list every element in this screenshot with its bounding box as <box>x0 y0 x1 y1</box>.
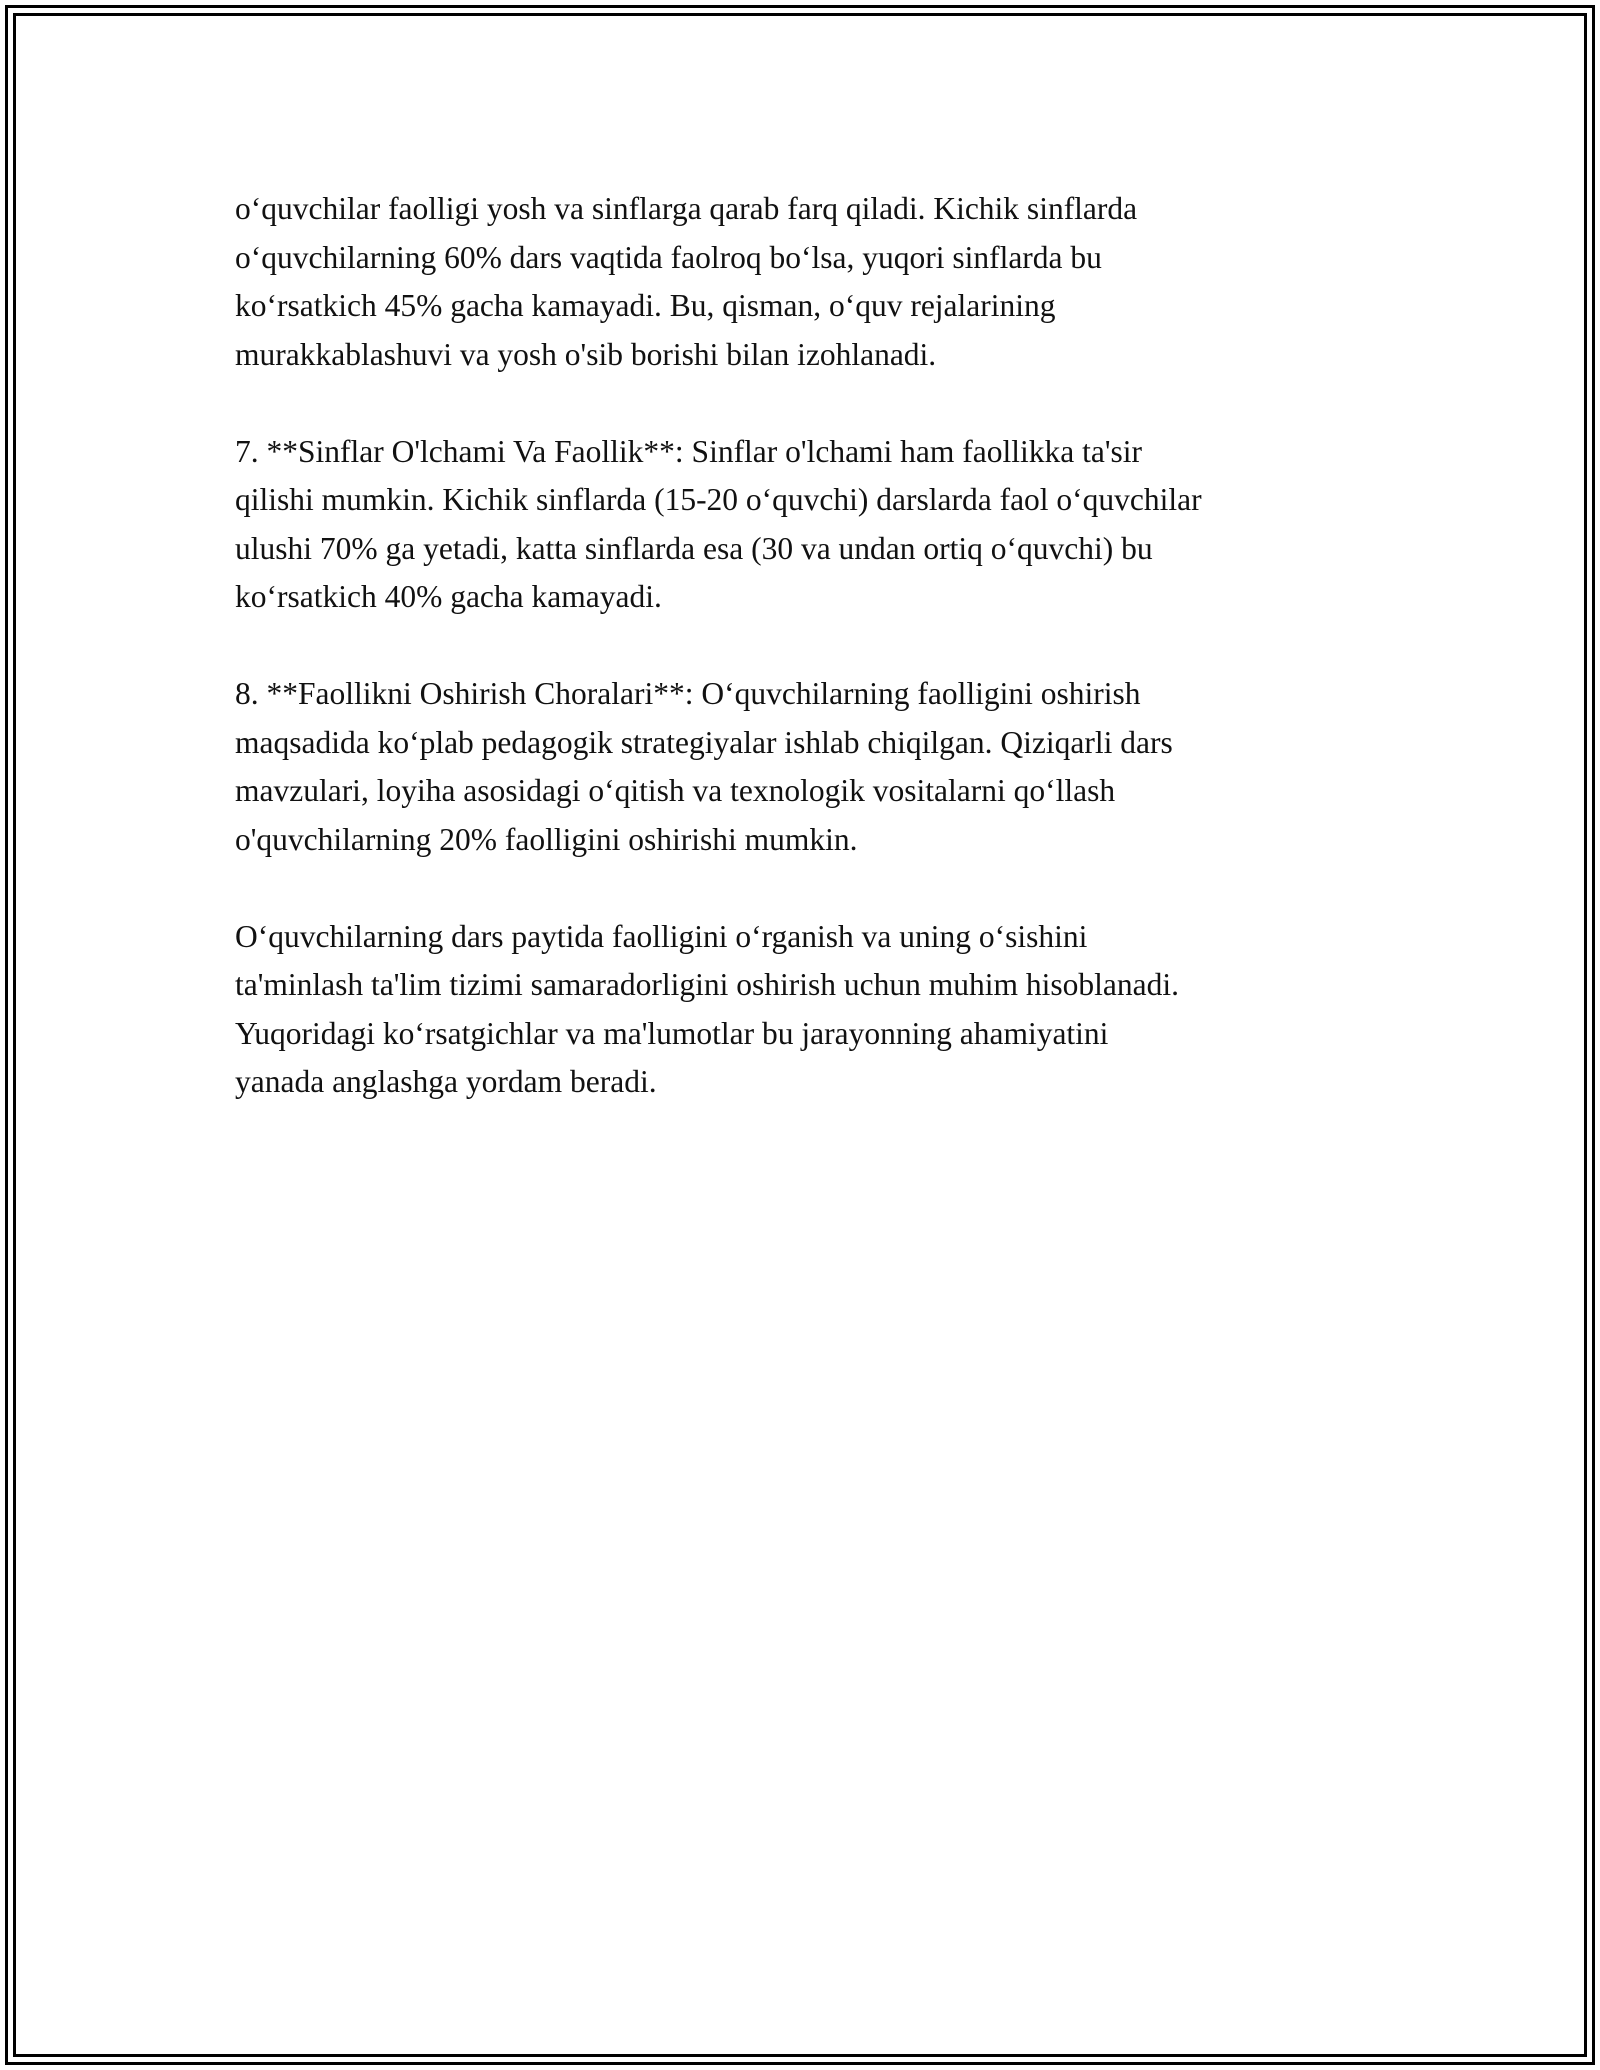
text-line: 8. **Faollikni Oshirish Choralari**: O‘quvchilarning faolligini oshirish <box>235 676 1141 711</box>
text-line: Yuqoridagi ko‘rsatgichlar va ma'lumotlar bu jarayonning ahamiyatini <box>235 1015 1109 1051</box>
paragraph-activity-by-grade <box>235 185 1405 379</box>
text-line: 7. **Sinflar O'lchami Va Faollik**: Sinflar o'lchami ham faollikka ta'sir <box>235 433 1143 469</box>
paragraph-conclusion <box>235 913 1405 1107</box>
text-line: maqsadida ko‘plab pedagogik strategiyalar ishlab chiqilgan. Qiziqarli dars <box>235 724 1173 760</box>
document-body <box>235 185 1405 1107</box>
text-line: o‘quvchilarning 60% dars vaqtida faolroq bo‘lsa, yuqori sinflarda bu <box>235 239 1102 275</box>
text-line: mavzulari, loyiha asosidagi o‘qitish va texnologik vositalarni qo‘llash <box>235 773 1116 808</box>
text-line: o‘quvchilar faolligi yosh va sinflarga qarab farq qiladi. Kichik sinflarda <box>235 191 1138 226</box>
text-line: murakkablashuvi va yosh o'sib borishi bilan izohlanadi. <box>235 336 937 372</box>
text-line: ko‘rsatkich 45% gacha kamayadi. Bu, qisman, o‘quv rejalarining <box>235 288 1056 323</box>
paragraph-class-size <box>235 428 1405 622</box>
text-line: yanada anglashga yordam beradi. <box>235 1064 657 1099</box>
text-line: ko‘rsatkich 40% gacha kamayadi. <box>235 579 662 614</box>
text-line: o'quvchilarning 20% faolligini oshirishi mumkin. <box>235 821 858 857</box>
paragraph-increase-measures <box>235 670 1405 864</box>
text-line: ta'minlash ta'lim tizimi samaradorligini oshirish uchun muhim hisoblanadi. <box>235 967 1179 1002</box>
text-line: ulushi 70% ga yetadi, katta sinflarda esa (30 va undan ortiq o‘quvchi) bu <box>235 530 1153 566</box>
text-line: O‘quvchilarning dars paytida faolligini o‘rganish va uning o‘sishini <box>235 918 1088 954</box>
text-line: qilishi mumkin. Kichik sinflarda (15-20 o‘quvchi) darslarda faol o‘quvchilar <box>235 482 1202 517</box>
